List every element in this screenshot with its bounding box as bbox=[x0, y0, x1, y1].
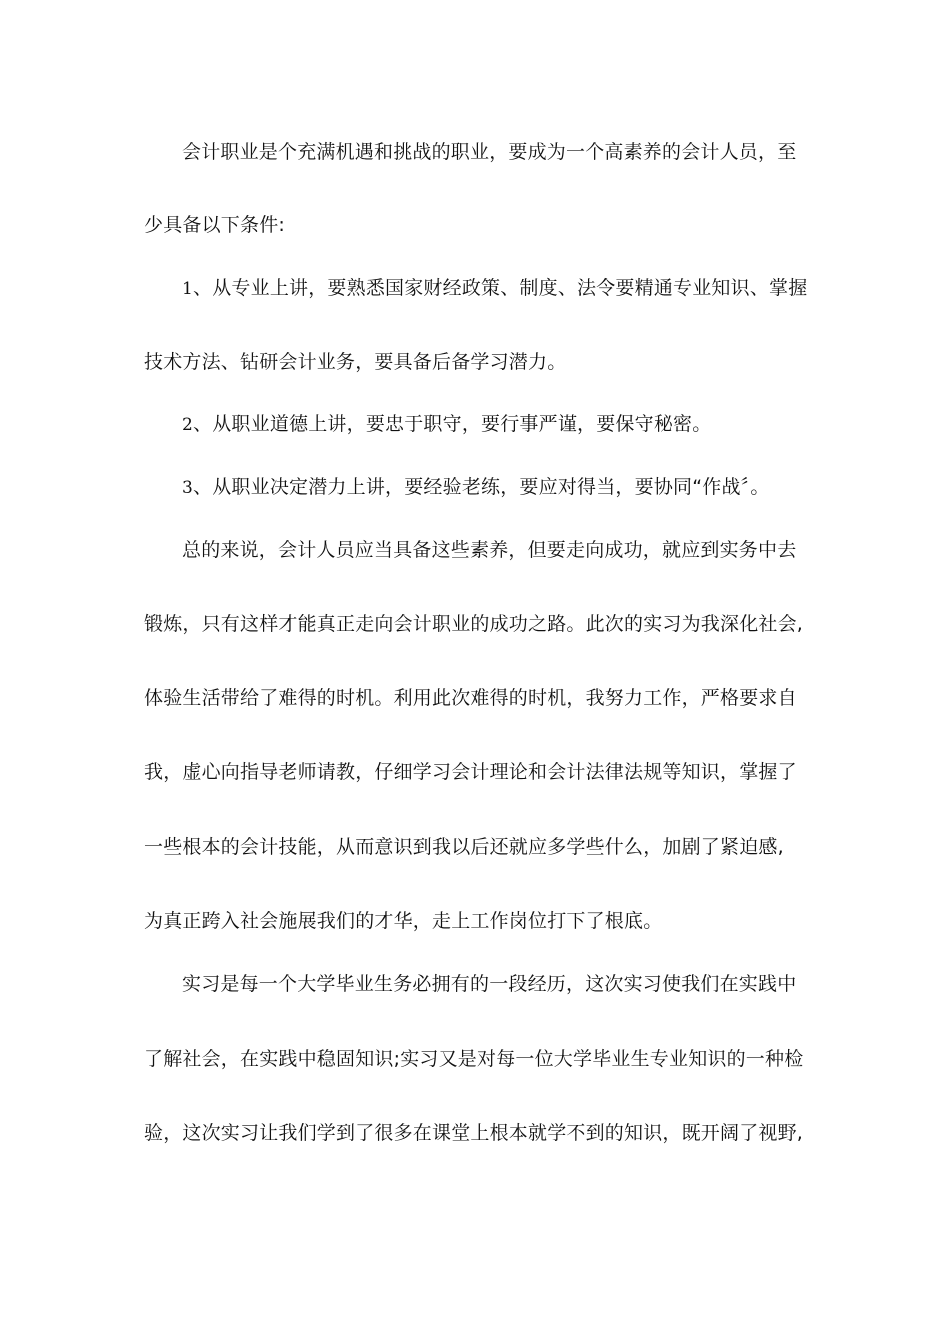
list-item-text: 、从职业决定潜力上讲，要经验老练，要应对得当，要协同“作战〞。 bbox=[193, 476, 770, 498]
paragraph-line: 了解社会，在实践中稳固知识;实习又是对每一位大学毕业生专业知识的一种检 bbox=[144, 1048, 804, 1070]
paragraph-line: 为真正跨入社会施展我们的才华，走上工作岗位打下了根底。 bbox=[144, 910, 663, 932]
paragraph-line: 一些根本的会计技能，从而意识到我以后还就应多学些什么，加剧了紧迫感, bbox=[144, 836, 784, 858]
list-number: 1 bbox=[182, 279, 194, 299]
paragraph-line: 实习是每一个大学毕业生务必拥有的一段经历，这次实习使我们在实践中 bbox=[182, 973, 797, 995]
paragraph-line: 技术方法、钻研会计业务，要具备后备学习潜力。 bbox=[144, 351, 567, 373]
paragraph-line: 总的来说，会计人员应当具备这些素养，但要走向成功，就应到实务中去 bbox=[182, 539, 797, 561]
list-item-3 bbox=[182, 475, 814, 500]
list-number: 2 bbox=[182, 415, 194, 435]
paragraph-line: 体验生活带给了难得的时机。利用此次难得的时机，我努力工作，严格要求自 bbox=[144, 687, 797, 709]
paragraph-line: 验，这次实习让我们学到了很多在课堂上根本就学不到的知识，既开阔了视野, bbox=[144, 1122, 804, 1144]
list-number: 3 bbox=[182, 478, 194, 498]
paragraph-line: 少具备以下条件: bbox=[144, 214, 286, 236]
paragraph-line: 锻炼，只有这样才能真正走向会计职业的成功之路。此次的实习为我深化社会, bbox=[144, 613, 804, 635]
list-item-text: 、从专业上讲，要熟悉国家财经政策、制度、法令要精通专业知识、掌握 bbox=[193, 277, 808, 299]
list-item-text: 、从职业道德上讲，要忠于职守，要行事严谨，要保守秘密。 bbox=[193, 413, 712, 435]
list-item-2 bbox=[182, 412, 814, 437]
paragraph-line: 我，虚心向指导老师请教，仔细学习会计理论和会计法律法规等知识，掌握了 bbox=[144, 761, 797, 783]
paragraph-line: 会计职业是个充满机遇和挑战的职业，要成为一个高素养的会计人员，至 bbox=[182, 141, 797, 163]
list-item-1 bbox=[182, 276, 814, 301]
